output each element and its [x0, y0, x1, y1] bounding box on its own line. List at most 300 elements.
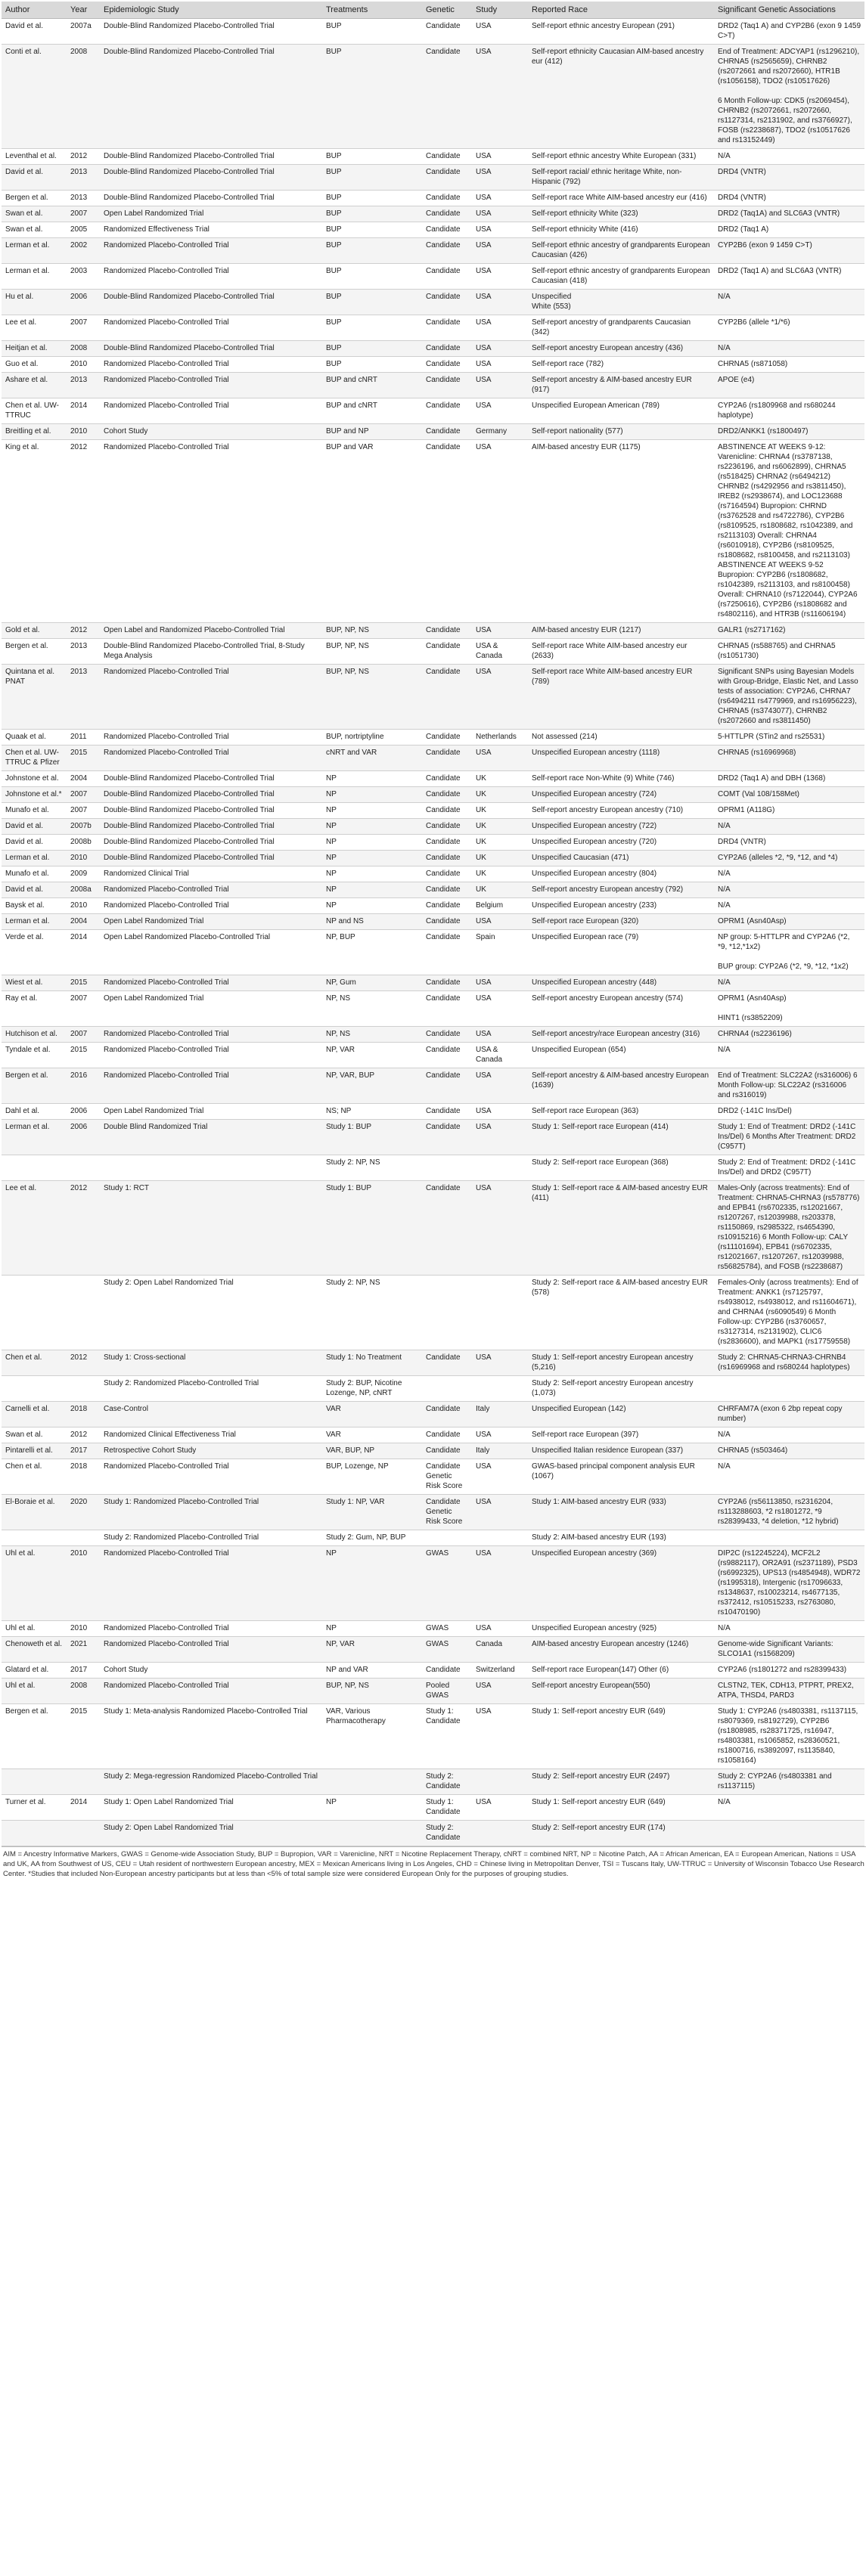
cell-race: AIM-based ancestry European ancestry (1246) [528, 1637, 714, 1663]
cell-treatments: NP, NS [322, 1027, 422, 1043]
cell-treatments: BUP and cNRT [322, 373, 422, 398]
table-row [2, 787, 864, 803]
cell-race: Self-report ethnicity Caucasian AIM-based ancestry eur (412) [528, 45, 714, 149]
cell-study: Randomized Placebo-Controlled Trial [100, 1637, 322, 1663]
cell-associations: N/A [714, 341, 864, 357]
cell-year: 2004 [67, 771, 100, 787]
cell-location: USA [472, 440, 528, 623]
table-row [2, 191, 864, 206]
cell-study: Double-Blind Randomized Placebo-Controlled Trial [100, 787, 322, 803]
cell-treatments: VAR, BUP, NP [322, 1443, 422, 1459]
cell-author: Leventhal et al. [2, 149, 67, 165]
table-row [2, 398, 864, 424]
cell-author: Guo et al. [2, 357, 67, 373]
cell-year: 2015 [67, 1043, 100, 1068]
table-row [2, 1546, 864, 1621]
cell-race: Self-report ancestry/race European ancestry (316) [528, 1027, 714, 1043]
cell-genetic: Candidate [422, 623, 472, 639]
cell-study: Double Blind Randomized Trial [100, 1120, 322, 1155]
cell-author: Chen et al. [2, 1459, 67, 1495]
cell-associations [714, 1530, 864, 1546]
cell-year: 2003 [67, 264, 100, 290]
cell-author [2, 1530, 67, 1546]
cell-study: Study 1: RCT [100, 1181, 322, 1276]
cell-genetic: Candidate [422, 835, 472, 851]
cell-treatments [322, 1821, 422, 1846]
cell-genetic: Candidate [422, 165, 472, 191]
cell-study: Randomized Placebo-Controlled Trial [100, 975, 322, 991]
cell-author: Chen et al. [2, 1350, 67, 1376]
cell-treatments: NP [322, 819, 422, 835]
cell-genetic: Candidate [422, 930, 472, 975]
cell-genetic: Candidate [422, 1402, 472, 1427]
cell-study: Study 2: Open Label Randomized Trial [100, 1821, 322, 1846]
cell-year [67, 1821, 100, 1846]
cell-location: USA [472, 1427, 528, 1443]
cell-study: Double-Blind Randomized Placebo-Controlled Trial [100, 803, 322, 819]
cell-year: 2006 [67, 1120, 100, 1155]
cell-associations: Females-Only (across treatments): End of Treatment: ANKK1 (rs7125797, rs4938012, rs4938012, and rs11604671), and CHRNA4 (rs6090549) 6 Month Follow-up: CYP2B6 (rs3760657, rs3127314, rs2131902), CLIC6 (rs2836600), and MAPK1 (rs17759558) [714, 1276, 864, 1350]
cell-associations: Significant SNPs using Bayesian Models with Group-Bridge, Elastic Net, and Lasso tests of association: CYP2A6, CHRNA7 (rs6494211 rs4779969, and rs16956223), CHRNA5 (rs3743077), CHRNB2 (rs2072660 and rs3811450) [714, 665, 864, 730]
cell-associations: CHRNA5 (rs871058) [714, 357, 864, 373]
cell-associations: CYP2A6 (rs1809968 and rs680244 haplotype) [714, 398, 864, 424]
cell-location: USA [472, 1679, 528, 1704]
cell-year: 2011 [67, 730, 100, 746]
cell-study: Double-Blind Randomized Placebo-Controlled Trial [100, 341, 322, 357]
cell-author: Munafo et al. [2, 803, 67, 819]
cell-year: 2012 [67, 1350, 100, 1376]
cell-year: 2009 [67, 866, 100, 882]
cell-treatments: BUP, NP, NS [322, 639, 422, 665]
cell-author: Lerman et al. [2, 851, 67, 866]
cell-associations: End of Treatment: ADCYAP1 (rs1296210), CHRNA5 (rs2565659), CHRNB2 (rs2072661 and rs2072660), HTR1B (rs1056158), TDO2 (rs10517626) 6 Month Follow-up: CDK5 (rs2069454), CHRNB2 (rs2072661, rs2072660, rs1127314, rs2131902, and rs3766927), FOSB (rs2238687), TDO2 (rs10517626 and rs13152449) [714, 45, 864, 149]
cell-associations [714, 1376, 864, 1402]
cell-associations: Males-Only (across treatments): End of Treatment: CHRNA5-CHRNA3 (rs578776) and EPB41 (rs6702335, rs12021667, rs1207267, rs12039988, rs203378, rs1150869, rs2985322, rs4654390, rs10915216) 6 Month Follow-up: CALY (rs11101694), EPB41 (rs6702335, rs12021667, rs1207267, rs12039988, rs56825784), and FOSB (rs2238687) [714, 1181, 864, 1276]
cell-location: UK [472, 787, 528, 803]
cell-study: Cohort Study [100, 1663, 322, 1679]
table-row [2, 1402, 864, 1427]
cell-location: USA [472, 991, 528, 1027]
cell-treatments: NP [322, 835, 422, 851]
cell-associations: DRD2 (Taq1 A) and CYP2B6 (exon 9 1459 C>T) [714, 19, 864, 45]
cell-genetic: Candidate [422, 357, 472, 373]
cell-year: 2015 [67, 1704, 100, 1769]
cell-study: Study 2: Randomized Placebo-Controlled Trial [100, 1530, 322, 1546]
cell-race: Unspecified European (654) [528, 1043, 714, 1068]
cell-treatments: BUP [322, 341, 422, 357]
cell-genetic: Candidate [422, 238, 472, 264]
cell-author: David et al. [2, 819, 67, 835]
cell-genetic [422, 1155, 472, 1181]
cell-treatments: Study 1: No Treatment [322, 1350, 422, 1376]
table-row [2, 222, 864, 238]
cell-genetic: Candidate [422, 19, 472, 45]
cell-associations: N/A [714, 1795, 864, 1821]
cell-study: Open Label Randomized Placebo-Controlled Trial [100, 930, 322, 975]
cell-treatments: NP and VAR [322, 1663, 422, 1679]
cell-year: 2012 [67, 1427, 100, 1443]
cell-location: USA [472, 222, 528, 238]
cell-race: Study 1: Self-report ancestry EUR (649) [528, 1704, 714, 1769]
cell-race: Study 2: Self-report race European (368) [528, 1155, 714, 1181]
cell-location: USA [472, 341, 528, 357]
cell-year: 2008b [67, 835, 100, 851]
cell-year: 2014 [67, 930, 100, 975]
cell-study: Double-Blind Randomized Placebo-Controlled Trial [100, 771, 322, 787]
cell-author: Gold et al. [2, 623, 67, 639]
cell-author: Chenoweth et al. [2, 1637, 67, 1663]
cell-year: 2007a [67, 19, 100, 45]
cell-study: Randomized Placebo-Controlled Trial [100, 357, 322, 373]
cell-race: Study 2: Self-report ancestry EUR (2497) [528, 1769, 714, 1795]
cell-race: Self-report ancestry of grandparents Caucasian (342) [528, 315, 714, 341]
cell-treatments: NS; NP [322, 1104, 422, 1120]
cell-race: Self-report ancestry European ancestry (574) [528, 991, 714, 1027]
cell-study: Double-Blind Randomized Placebo-Controlled Trial [100, 165, 322, 191]
cell-year: 2012 [67, 623, 100, 639]
cell-genetic: Candidate [422, 222, 472, 238]
table-row [2, 835, 864, 851]
cell-year: 2007 [67, 991, 100, 1027]
cell-location: USA [472, 1120, 528, 1155]
cell-genetic: Candidate [422, 206, 472, 222]
cell-year: 2013 [67, 665, 100, 730]
cell-associations: N/A [714, 898, 864, 914]
table-row [2, 1821, 864, 1846]
cell-author: Johnstone et al. [2, 771, 67, 787]
cell-associations: N/A [714, 149, 864, 165]
cell-associations: DRD2 (Taq1 A) [714, 222, 864, 238]
cell-race: Self-report ancestry European ancestry (710) [528, 803, 714, 819]
cell-year: 2017 [67, 1443, 100, 1459]
cell-location: UK [472, 882, 528, 898]
cell-genetic [422, 1376, 472, 1402]
cell-year: 2013 [67, 639, 100, 665]
cell-race: Unspecified European ancestry (722) [528, 819, 714, 835]
cell-author: Lee et al. [2, 315, 67, 341]
cell-genetic: Candidate [422, 665, 472, 730]
cell-treatments: Study 1: NP, VAR [322, 1495, 422, 1530]
cell-study: Study 2: Open Label Randomized Trial [100, 1276, 322, 1350]
cell-year: 2017 [67, 1663, 100, 1679]
cell-race: Self-report race White AIM-based ancestry eur (416) [528, 191, 714, 206]
cell-race: Self-report racial/ ethnic heritage White, non-Hispanic (792) [528, 165, 714, 191]
cell-location: USA [472, 238, 528, 264]
cell-year [67, 1155, 100, 1181]
cell-race: Study 2: Self-report race & AIM-based ancestry EUR (578) [528, 1276, 714, 1350]
cell-location: USA [472, 45, 528, 149]
studies-table [2, 2, 864, 1846]
table-row [2, 357, 864, 373]
cell-genetic: Candidate [422, 290, 472, 315]
cell-location: USA [472, 746, 528, 771]
cell-race: Unspecified European ancestry (233) [528, 898, 714, 914]
cell-associations: 5-HTTLPR (STin2 and rs25531) [714, 730, 864, 746]
table-row [2, 1530, 864, 1546]
cell-study: Cohort Study [100, 424, 322, 440]
cell-genetic: Candidate [422, 1181, 472, 1276]
cell-associations: Study 2: CYP2A6 (rs4803381 and rs1137115) [714, 1769, 864, 1795]
table-row [2, 1637, 864, 1663]
cell-race: Self-report ancestry European ancestry (436) [528, 341, 714, 357]
cell-race: Unspecified European race (79) [528, 930, 714, 975]
cell-race: GWAS-based principal component analysis EUR (1067) [528, 1459, 714, 1495]
cell-race: Unspecified European ancestry (720) [528, 835, 714, 851]
cell-location [472, 1821, 528, 1846]
cell-author: David et al. [2, 165, 67, 191]
cell-location: USA & Canada [472, 639, 528, 665]
cell-location: UK [472, 771, 528, 787]
cell-associations: CYP2B6 (exon 9 1459 C>T) [714, 238, 864, 264]
table-row [2, 819, 864, 835]
cell-study: Retrospective Cohort Study [100, 1443, 322, 1459]
cell-author: Turner et al. [2, 1795, 67, 1821]
cell-treatments: BUP and VAR [322, 440, 422, 623]
cell-race: Self-report ethnicity White (323) [528, 206, 714, 222]
cell-associations: N/A [714, 1459, 864, 1495]
cell-treatments: NP [322, 787, 422, 803]
cell-author: Bergen et al. [2, 1704, 67, 1769]
cell-race: Self-report race European (320) [528, 914, 714, 930]
cell-genetic [422, 1530, 472, 1546]
table-row [2, 1663, 864, 1679]
cell-year [67, 1530, 100, 1546]
cell-race: Self-report race Non-White (9) White (746) [528, 771, 714, 787]
cell-study: Double-Blind Randomized Placebo-Controlled Trial [100, 149, 322, 165]
cell-race: Self-report ethnic ancestry White European (331) [528, 149, 714, 165]
cell-author [2, 1276, 67, 1350]
table-row [2, 19, 864, 45]
cell-genetic: Candidate [422, 1104, 472, 1120]
cell-associations: DRD2 (Taq1A) and SLC6A3 (VNTR) [714, 206, 864, 222]
cell-author: Lerman et al. [2, 264, 67, 290]
cell-year: 2008 [67, 1679, 100, 1704]
cell-treatments: NP, VAR, BUP [322, 1068, 422, 1104]
cell-study: Study 1: Cross-sectional [100, 1350, 322, 1376]
cell-location: USA [472, 373, 528, 398]
table-body [2, 19, 864, 1846]
cell-treatments: BUP [322, 191, 422, 206]
cell-location [472, 1376, 528, 1402]
cell-race: Unspecified European ancestry (1118) [528, 746, 714, 771]
cell-associations: CHRNA4 (rs2236196) [714, 1027, 864, 1043]
table-row [2, 238, 864, 264]
cell-treatments: VAR [322, 1402, 422, 1427]
cell-genetic: Candidate [422, 882, 472, 898]
cell-author: Lerman et al. [2, 1120, 67, 1155]
cell-study: Randomized Placebo-Controlled Trial [100, 373, 322, 398]
cell-study: Double-Blind Randomized Placebo-Controlled Trial [100, 191, 322, 206]
cell-author: Hutchison et al. [2, 1027, 67, 1043]
cell-treatments: BUP, NP, NS [322, 1679, 422, 1704]
cell-genetic: Candidate [422, 373, 472, 398]
cell-study: Study 1: Open Label Randomized Trial [100, 1795, 322, 1821]
cell-author: Uhl et al. [2, 1546, 67, 1621]
cell-year: 2010 [67, 357, 100, 373]
cell-associations: N/A [714, 1427, 864, 1443]
cell-associations: CLSTN2, TEK, CDH13, PTPRT, PREX2, ATPA, THSD4, PARD3 [714, 1679, 864, 1704]
cell-study: Randomized Placebo-Controlled Trial [100, 1068, 322, 1104]
cell-year: 2021 [67, 1637, 100, 1663]
table-row [2, 930, 864, 975]
cell-year: 2015 [67, 746, 100, 771]
cell-race: Unspecified European ancestry (925) [528, 1621, 714, 1637]
table-row [2, 914, 864, 930]
cell-race: Self-report ethnicity White (416) [528, 222, 714, 238]
cell-location: UK [472, 866, 528, 882]
header-author: Author [2, 2, 67, 19]
cell-genetic: Candidate [422, 639, 472, 665]
cell-location: USA [472, 398, 528, 424]
cell-treatments: BUP and cNRT [322, 398, 422, 424]
cell-author: Swan et al. [2, 1427, 67, 1443]
cell-study: Randomized Placebo-Controlled Trial [100, 238, 322, 264]
cell-genetic: GWAS [422, 1546, 472, 1621]
cell-location: USA [472, 1104, 528, 1120]
cell-study: Randomized Clinical Trial [100, 866, 322, 882]
header-row [2, 2, 864, 19]
cell-associations: N/A [714, 1621, 864, 1637]
cell-associations: N/A [714, 882, 864, 898]
table-row [2, 373, 864, 398]
table-footnote: AIM = Ancestry Informative Markers, GWAS = Genome-wide Association Study, BUP = Bupropion, VAR = Varenicline, NRT = Nicotine Replacement Therapy, cNRT = combined NRT, NP = Nicotine Patch, AA = African American, EA = European American, Nations = USA and UK, AA from Southwest of US, CEU = Utah resident of northwestern European ancestry, MEX = Mexican Americans living in Los Angeles, CHD = Chinese living in Metropolitan Denver, TSI = Tuscans Italy, UW-TTRUC = University of Wisconsin Tobacco Use Research Center. *Studies that included Non-European ancestry participants but at less than <5% of total sample size were considered European Only for the purposes of grouping studies. [2, 1846, 866, 1880]
cell-author: Baysk et al. [2, 898, 67, 914]
table-row [2, 1376, 864, 1402]
cell-treatments: BUP [322, 222, 422, 238]
cell-associations: DRD2 (-141C Ins/Del) [714, 1104, 864, 1120]
cell-author: Quintana et al. PNAT [2, 665, 67, 730]
cell-associations: NP group: 5-HTTLPR and CYP2A6 (*2, *9, *12,*1x2) BUP group: CYP2A6 (*2, *9, *12, *1x2) [714, 930, 864, 975]
header-genetic: Genetic [422, 2, 472, 19]
cell-race: Self-report ancestry & AIM-based ancestry EUR (917) [528, 373, 714, 398]
table-row [2, 746, 864, 771]
cell-genetic: Candidate [422, 398, 472, 424]
cell-treatments: BUP, Lozenge, NP [322, 1459, 422, 1495]
cell-study: Double-Blind Randomized Placebo-Controlled Trial [100, 290, 322, 315]
cell-race: Unspecified European ancestry (724) [528, 787, 714, 803]
cell-author: Breitling et al. [2, 424, 67, 440]
cell-race: Study 2: Self-report ancestry European ancestry (1,073) [528, 1376, 714, 1402]
cell-location: USA [472, 914, 528, 930]
cell-author: Swan et al. [2, 206, 67, 222]
table-row [2, 898, 864, 914]
cell-study: Double-Blind Randomized Placebo-Controlled Trial [100, 819, 322, 835]
cell-year: 2015 [67, 975, 100, 991]
cell-location: USA [472, 264, 528, 290]
cell-genetic: Study 1: Candidate [422, 1704, 472, 1769]
cell-study: Randomized Placebo-Controlled Trial [100, 398, 322, 424]
cell-race: Unspecified European ancestry (448) [528, 975, 714, 991]
cell-associations: DRD4 (VNTR) [714, 835, 864, 851]
cell-treatments: Study 2: BUP, Nicotine Lozenge, NP, cNRT [322, 1376, 422, 1402]
cell-author: Uhl et al. [2, 1621, 67, 1637]
cell-genetic: Candidate Genetic Risk Score [422, 1459, 472, 1495]
cell-study: Study 1: Meta-analysis Randomized Placebo-Controlled Trial [100, 1704, 322, 1769]
header-race: Reported Race [528, 2, 714, 19]
table-row [2, 991, 864, 1027]
cell-author: Quaak et al. [2, 730, 67, 746]
cell-race: Study 2: Self-report ancestry EUR (174) [528, 1821, 714, 1846]
cell-study: Randomized Placebo-Controlled Trial [100, 440, 322, 623]
cell-genetic: Candidate [422, 1443, 472, 1459]
cell-genetic: Candidate [422, 803, 472, 819]
cell-author: Conti et al. [2, 45, 67, 149]
cell-location: UK [472, 819, 528, 835]
cell-genetic: Candidate [422, 191, 472, 206]
cell-location: USA [472, 1621, 528, 1637]
cell-location [472, 1155, 528, 1181]
cell-race: Unspecified White (553) [528, 290, 714, 315]
cell-author: David et al. [2, 882, 67, 898]
table-row [2, 1181, 864, 1276]
cell-location: USA [472, 315, 528, 341]
cell-treatments: BUP [322, 149, 422, 165]
cell-associations: Study 2: End of Treatment: DRD2 (-141C Ins/Del) and DRD2 (C957T) [714, 1155, 864, 1181]
table-row [2, 866, 864, 882]
cell-study: Randomized Effectiveness Trial [100, 222, 322, 238]
cell-year: 2007 [67, 803, 100, 819]
table-row [2, 975, 864, 991]
cell-genetic: Candidate [422, 991, 472, 1027]
table-row [2, 1495, 864, 1530]
cell-study: Randomized Placebo-Controlled Trial [100, 1459, 322, 1495]
cell-treatments: BUP [322, 315, 422, 341]
cell-location: USA [472, 357, 528, 373]
cell-author: Verde et al. [2, 930, 67, 975]
cell-location: USA [472, 975, 528, 991]
cell-genetic: Candidate [422, 264, 472, 290]
cell-treatments [322, 1769, 422, 1795]
cell-year: 2014 [67, 398, 100, 424]
table-row [2, 45, 864, 149]
cell-location: Switzerland [472, 1663, 528, 1679]
cell-genetic: Study 1: Candidate [422, 1795, 472, 1821]
cell-author: Glatard et al. [2, 1663, 67, 1679]
cell-location: USA [472, 1795, 528, 1821]
table-row [2, 1120, 864, 1155]
cell-study: Randomized Placebo-Controlled Trial [100, 746, 322, 771]
table-row [2, 264, 864, 290]
cell-year: 2008 [67, 341, 100, 357]
cell-year: 2006 [67, 1104, 100, 1120]
cell-location: USA [472, 1068, 528, 1104]
cell-associations: CHRFAM7A (exon 6 2bp repeat copy number) [714, 1402, 864, 1427]
table-row [2, 771, 864, 787]
cell-associations: DRD4 (VNTR) [714, 165, 864, 191]
cell-location: USA [472, 149, 528, 165]
cell-location [472, 1769, 528, 1795]
cell-author: Munafo et al. [2, 866, 67, 882]
cell-author: Bergen et al. [2, 191, 67, 206]
cell-year: 2013 [67, 373, 100, 398]
cell-associations: N/A [714, 819, 864, 835]
cell-genetic: Study 2: Candidate [422, 1821, 472, 1846]
cell-treatments: NP [322, 1795, 422, 1821]
cell-associations: DRD2 (Taq1 A) and DBH (1368) [714, 771, 864, 787]
cell-treatments: BUP and NP [322, 424, 422, 440]
table-row [2, 424, 864, 440]
cell-genetic: Candidate [422, 1120, 472, 1155]
cell-study: Randomized Placebo-Controlled Trial [100, 1679, 322, 1704]
cell-study: Double-Blind Randomized Placebo-Controlled Trial [100, 851, 322, 866]
cell-genetic [422, 1276, 472, 1350]
cell-associations: ABSTINENCE AT WEEKS 9-12: Varenicline: CHRNA4 (rs3787138, rs2236196, and rs6062899), CHRNA5 (rs518425) CHRNA2 (rs6494212) CHRNB2 (rs4292956 and rs3811450), IREB2 (rs2938674), and LOC123688 (rs7164594) Bupropion: CHRND (rs3762528 and rs4722786), CYP2B6 (rs8109525, rs1808682, rs1042389, and rs2113103) Overall: CHRNA4 (rs6010918), CYP2B6 (rs8109525, rs1808682, rs8100458, and rs2113103) ABSTINENCE AT WEEKS 9-52 Bupropion: CYP2B6 (rs1808682, rs1042389, rs2113103, and rs8100458) Overall: CHRNA10 (rs7122044), CYP2A6 (rs7250616), CYP2B6 (rs1808682 and rs4802116), and HTR3B (rs11606194) [714, 440, 864, 623]
cell-genetic: Candidate [422, 866, 472, 882]
table-row [2, 1155, 864, 1181]
cell-treatments: NP [322, 882, 422, 898]
cell-treatments: NP and NS [322, 914, 422, 930]
cell-location: USA [472, 1027, 528, 1043]
